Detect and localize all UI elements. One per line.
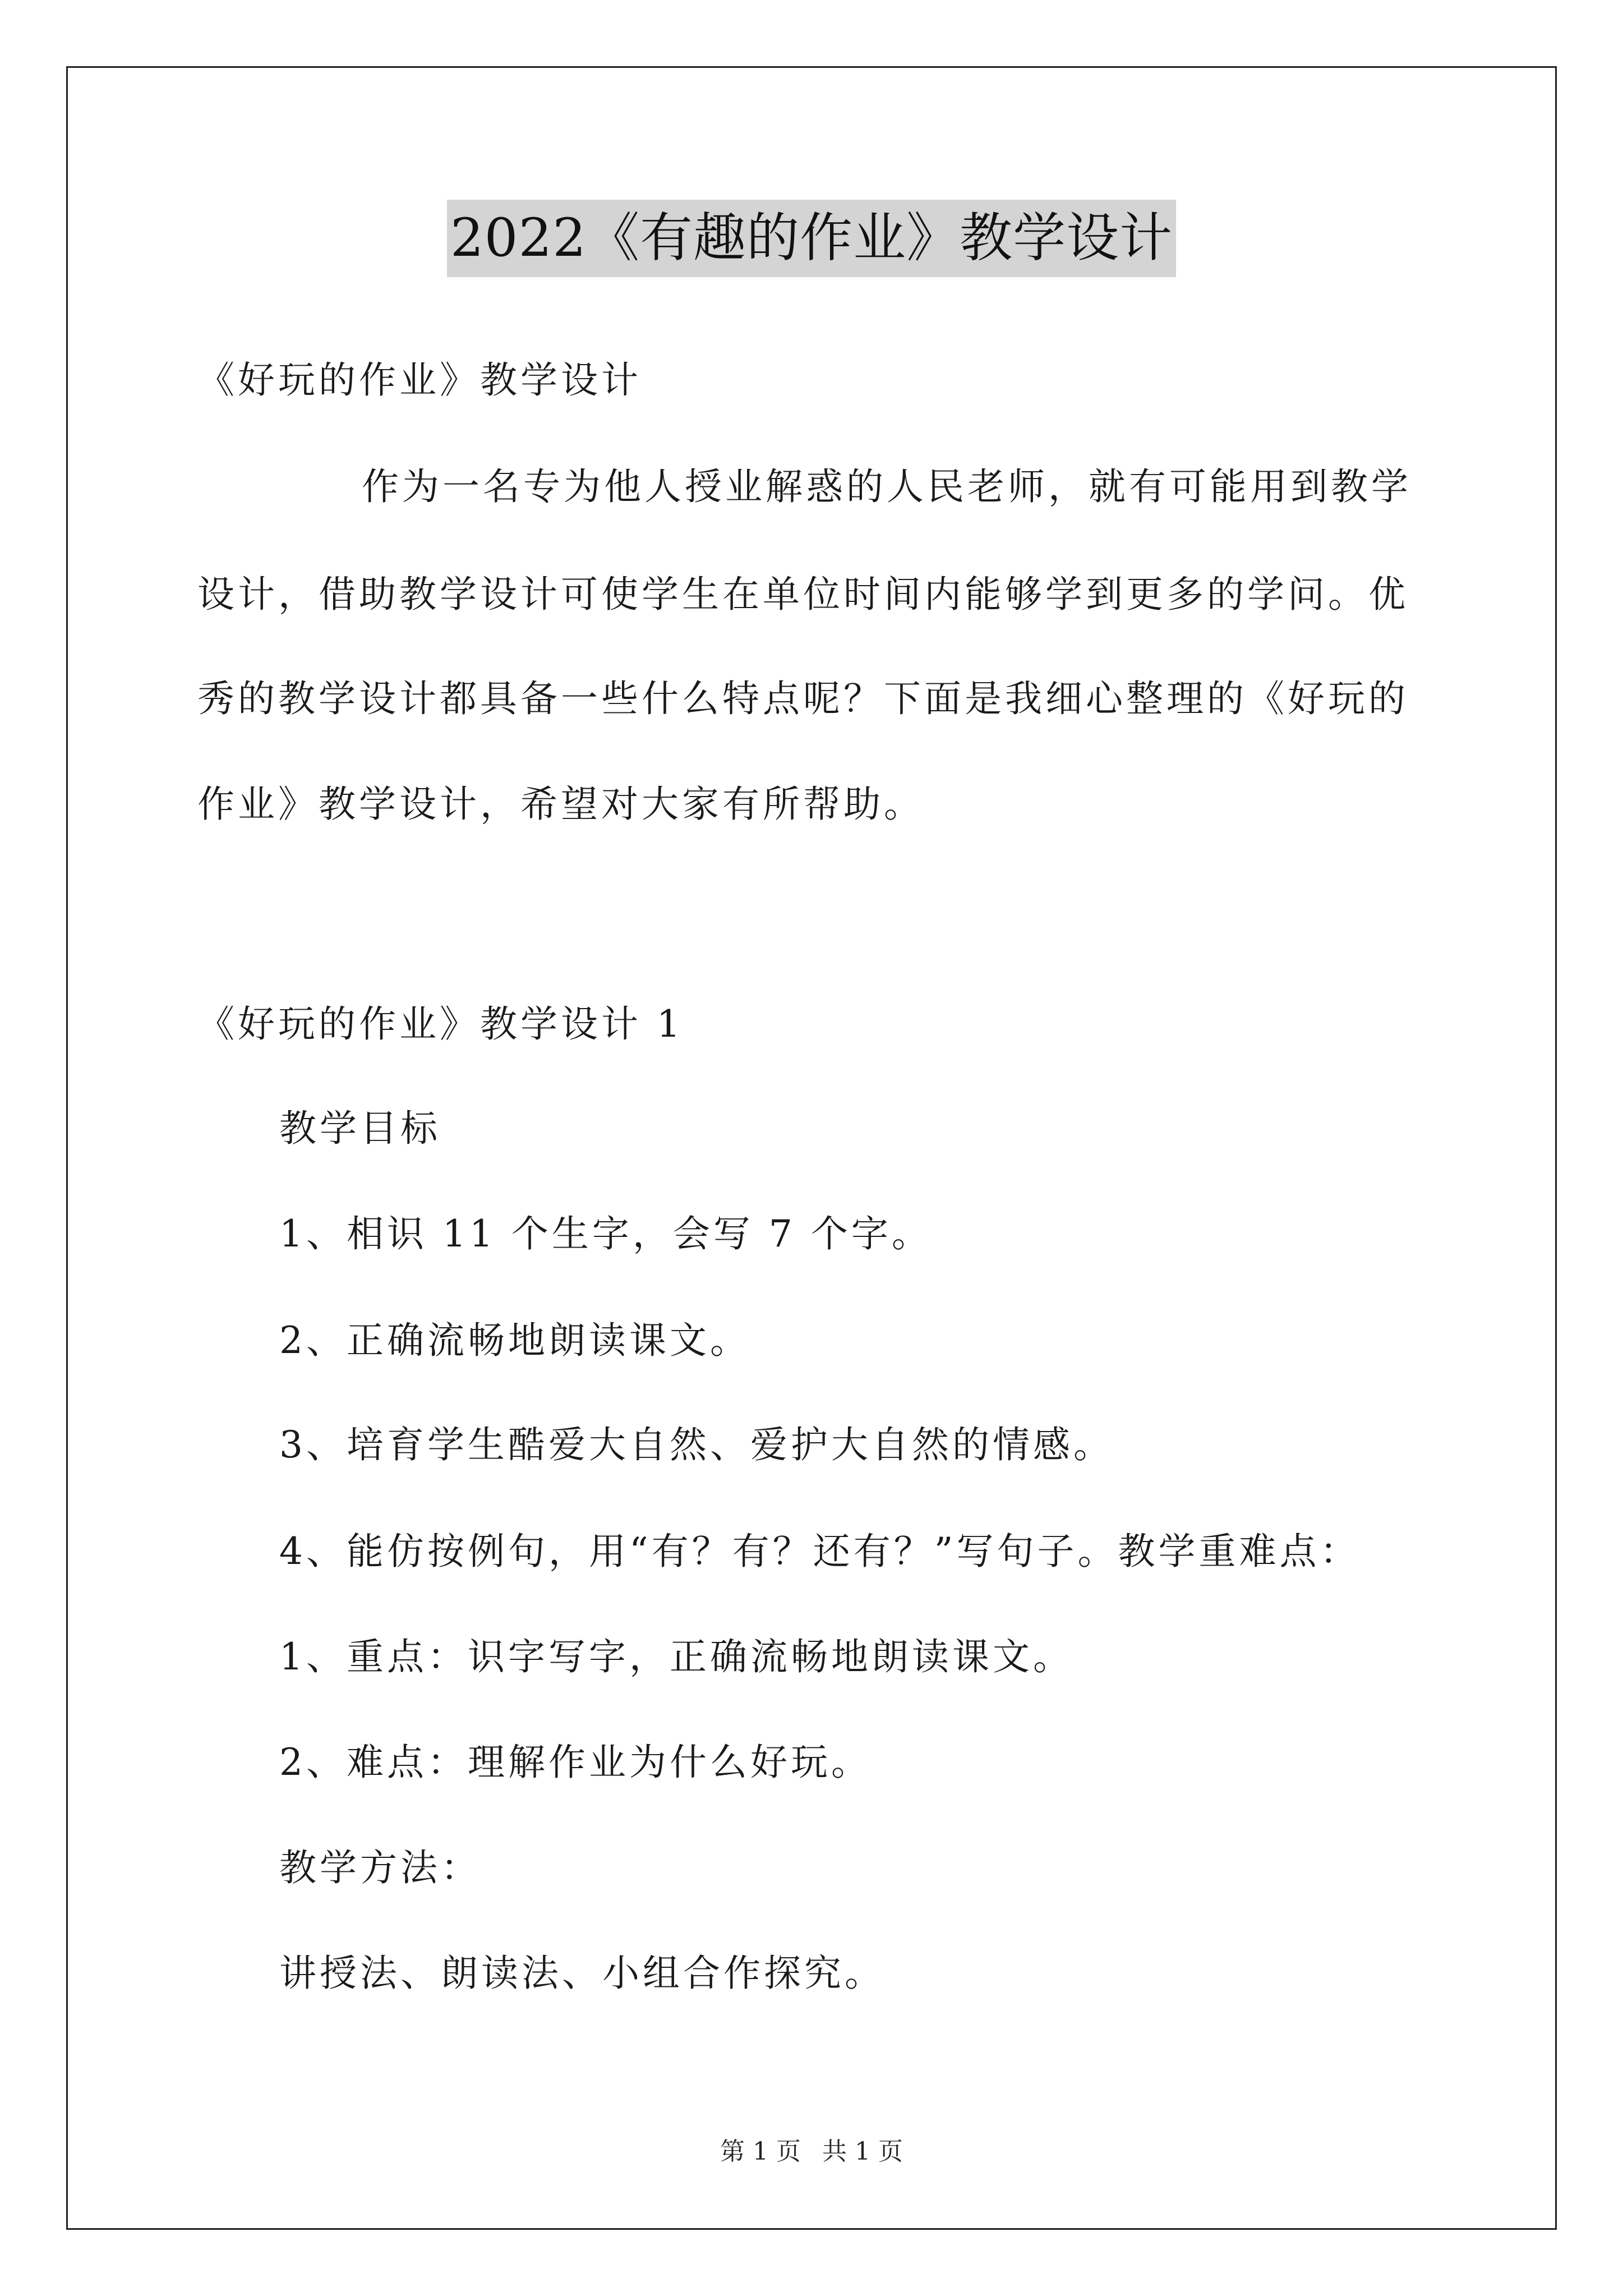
title-container — [0, 200, 1623, 277]
intro-line-4: 作业》教学设计，希望对大家有所帮助。 — [197, 783, 924, 826]
intro-line-2: 设计，借助教学设计可使学生在单位时间内能够学到更多的学问。优 — [197, 573, 1409, 616]
page-current: 第 1 页 — [720, 2137, 801, 2166]
document-title: 2022《有趣的作业》教学设计 — [447, 200, 1176, 277]
intro-line-3: 秀的教学设计都具备一些什么特点呢？下面是我细心整理的《好玩的 — [197, 677, 1409, 720]
body-line-9: 讲授法、朗读法、小组合作探究。 — [279, 1952, 885, 1995]
section-heading: 《好玩的作业》教学设计 1 — [197, 1002, 684, 1046]
page-footer — [0, 2136, 1623, 2168]
body-line-3: 2、正确流畅地朗读课文。 — [279, 1319, 750, 1362]
document-subtitle: 《好玩的作业》教学设计 — [197, 358, 642, 402]
body-line-5: 4、能仿按例句，用“有？有？还有？”写句子。教学重难点： — [279, 1530, 1361, 1573]
page-total: 共 1 页 — [822, 2137, 903, 2166]
body-line-1: 教学目标 — [279, 1107, 441, 1150]
intro-line-1: 作为一名专为他人授业解惑的人民老师，就有可能用到教学 — [362, 465, 1412, 508]
body-line-7: 2、难点：理解作业为什么好玩。 — [279, 1741, 872, 1784]
body-line-6: 1、重点：识字写字，正确流畅地朗读课文。 — [279, 1635, 1073, 1678]
body-line-8: 教学方法： — [279, 1846, 481, 1889]
body-line-4: 3、培育学生酷爱大自然、爱护大自然的情感。 — [279, 1423, 1114, 1466]
body-line-2: 1、相识 11 个生字，会写 7 个字。 — [279, 1212, 932, 1255]
